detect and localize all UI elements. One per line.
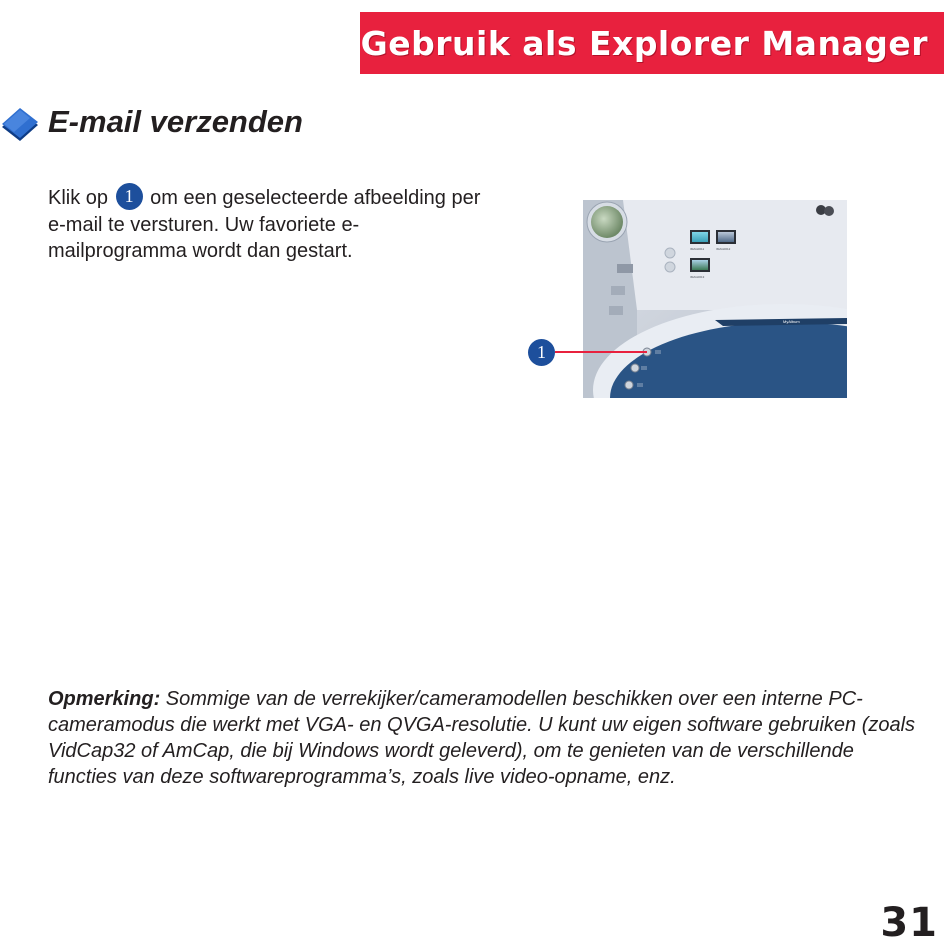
callout-line (555, 351, 647, 353)
instruction-text-start: Klik op (48, 187, 114, 209)
step-badge: 1 (116, 183, 143, 210)
instruction-text-end: om een geselecteerde afbeelding per e-mail te versturen. Uw favoriete e-mailprogramma wordt dan gestart. (48, 187, 481, 263)
page-number: 31 (880, 900, 938, 946)
thumbnail-label-1: IMAG0011 (690, 247, 705, 251)
note-label: Opmerking: (48, 688, 161, 710)
note-paragraph (48, 686, 918, 790)
thumbnail-label-2: IMAG0012 (716, 247, 731, 251)
section-title: E-mail verzenden (48, 104, 303, 139)
note-text: Sommige van de verrekijker/cameramodellen beschikken over een interne PC-cameramodus die werkt met VGA- en QVGA-resolutie. U kunt uw eigen software gebruiken (zoals VidCap32 of AmCap, die bij Windows wordt geleverd), om te genieten van de verschillende functies van deze softwareprogramma’s, zoals live video-opname, enz. (48, 688, 916, 788)
thumbnail-label-3: IMAG0013 (690, 275, 705, 279)
callout-number-badge: 1 (528, 339, 555, 366)
instruction-text (48, 185, 488, 264)
header-banner (360, 12, 944, 74)
app-screenshot (583, 200, 847, 398)
blue-diamond-icon (0, 105, 40, 143)
banner-title: Gebruik als Explorer Manager (360, 23, 928, 63)
app-label: MyAlbum (783, 319, 800, 324)
